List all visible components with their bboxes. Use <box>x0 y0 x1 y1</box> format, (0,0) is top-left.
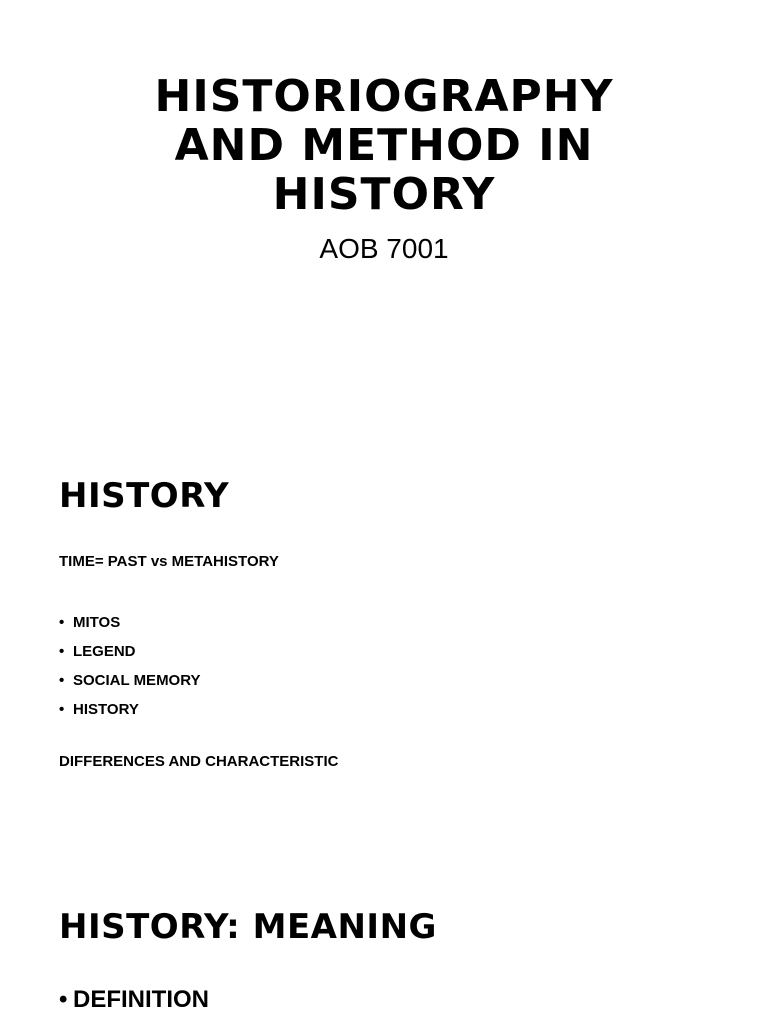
list-item <box>59 637 201 666</box>
course-code-subtitle: AOB 7001 <box>319 233 449 264</box>
list-item-label: LEGEND <box>73 643 136 660</box>
list-item-label: SOCIAL MEMORY <box>73 672 201 689</box>
definition-list-item <box>59 985 209 1015</box>
bullet-icon: • <box>59 643 65 660</box>
bullet-icon: • <box>59 614 65 631</box>
main-title-line: AND METHOD IN <box>174 120 594 171</box>
main-title <box>0 72 768 219</box>
list-item <box>59 695 201 724</box>
main-title-line: HISTORIOGRAPHY <box>154 71 614 122</box>
history-bullet-list <box>59 608 201 724</box>
list-item <box>59 666 201 695</box>
bullet-icon: • <box>59 701 65 718</box>
history-slide <box>0 440 768 860</box>
differences-line: DIFFERENCES AND CHARACTERISTIC <box>59 753 339 770</box>
history-heading: HISTORY <box>59 476 230 516</box>
definition-label: DEFINITION <box>73 986 209 1013</box>
meaning-heading: HISTORY: MEANING <box>59 907 437 947</box>
list-item-label: MITOS <box>73 614 121 631</box>
time-line: TIME= PAST vs METAHISTORY <box>59 553 279 570</box>
meaning-slide <box>0 860 768 1024</box>
title-slide <box>0 0 768 440</box>
list-item <box>59 608 201 637</box>
bullet-icon: • <box>59 672 65 689</box>
bullet-icon: • <box>59 986 68 1013</box>
main-title-line: HISTORY <box>272 169 496 220</box>
list-item-label: HISTORY <box>73 701 139 718</box>
